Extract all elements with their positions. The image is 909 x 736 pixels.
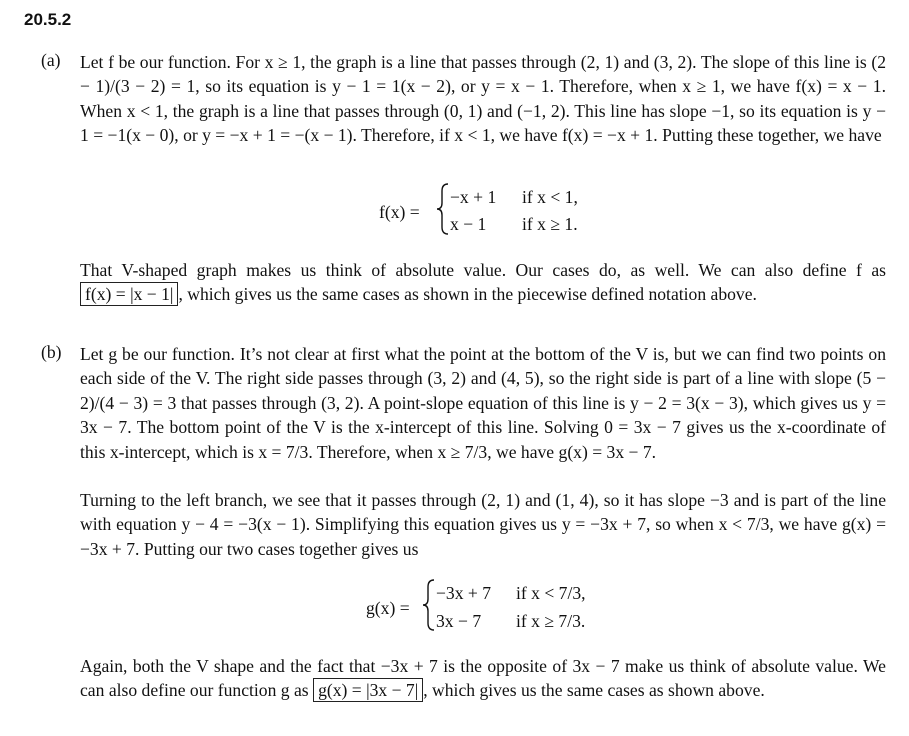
part-a-paragraph-1: Let f be our function. For x ≥ 1, the graph is a line that passes through (2, 1) and (3, 2). The slope of this line is (2 − 1)/(3 − 2) = 1, so its equation is y − 1 = 1(x − 2), or y = x − 1. Therefore, when x ≥ 1, we have f(x) = x − 1. When x < 1, the graph is a line that passes through (0, 1) and (−1, 2). This line has slope −1, so its equation is y − 1 = −1(x − 0), or y = −x + 1 = −(x − 1). Therefore, if x < 1, we have f(x) = −x + 1. Putting these together, we have: [80, 52, 886, 146]
part-a-label: (a): [41, 50, 61, 70]
part-b-paragraph-2: Turning to the left branch, we see that it passes through (2, 1) and (1, 4), so it has slope −3 and is part of the line with equation y − 4 = −3(x − 1). Simplifying this equation gives us y = −3x + 7, so when x < 7/3, we have g(x) = −3x + 7. Putting our two cases together gives us: [80, 490, 886, 559]
piecewise-f-name: f(x) =: [379, 202, 420, 222]
piecewise-g-cond-1: if x < 7/3,: [516, 583, 586, 603]
piecewise-g-expr-1: −3x + 7: [436, 583, 492, 603]
piecewise-f-cond-1: if x < 1,: [522, 187, 578, 207]
boxed-answer-g: g(x) = |3x − 7|: [313, 678, 423, 702]
piecewise-g-cond-2: if x ≥ 7/3.: [516, 611, 586, 631]
part-b-p3-before: Again, both the V shape and the fact that −3x + 7 is the opposite of 3x − 7 make us think of absolute value. We can also define our function g as: [80, 656, 886, 701]
part-b-label: (b): [41, 342, 62, 362]
piecewise-f-brace: [436, 183, 450, 239]
piecewise-g-expr-2: 3x − 7: [436, 611, 482, 631]
part-b-paragraph-3: [80, 654, 886, 703]
piecewise-f-expr-1: −x + 1: [450, 187, 497, 207]
part-b-paragraph-1: Let g be our function. It’s not clear at first what the point at the bottom of the V is, but we can find two points on each side of the V. The right side passes through (3, 2) and (4, 5), so the right side is part of a line with slope (5 − 2)/(4 − 3) = 3 that passes through (3, 2). A point-slope equation of this line is y − 2 = 3(x − 3), which gives us y = 3x − 7. The bottom point of the V is the x-intercept of this line. Solving 0 = 3x − 7 gives us the x-coordinate of this x-intercept, which is x = 7/3. Therefore, when x ≥ 7/3, we have g(x) = 3x − 7.: [80, 344, 886, 462]
piecewise-f-expr-2: x − 1: [450, 214, 487, 234]
boxed-answer-f: f(x) = |x − 1|: [80, 282, 178, 306]
part-a-paragraph-2: [80, 258, 886, 307]
part-a-p2-after: , which gives us the same cases as shown in the piecewise defined notation above.: [178, 284, 757, 305]
part-a-p2-before: That V-shaped graph makes us think of absolute value. Our cases do, as well. We can also define f as: [80, 260, 886, 280]
piecewise-g-name: g(x) =: [366, 598, 410, 618]
piecewise-f-cond-2: if x ≥ 1.: [522, 214, 578, 234]
part-b-p3-after: , which gives us the same cases as shown above.: [423, 680, 765, 701]
piecewise-g-brace: [422, 579, 436, 635]
problem-number: 20.5.2: [24, 10, 72, 29]
